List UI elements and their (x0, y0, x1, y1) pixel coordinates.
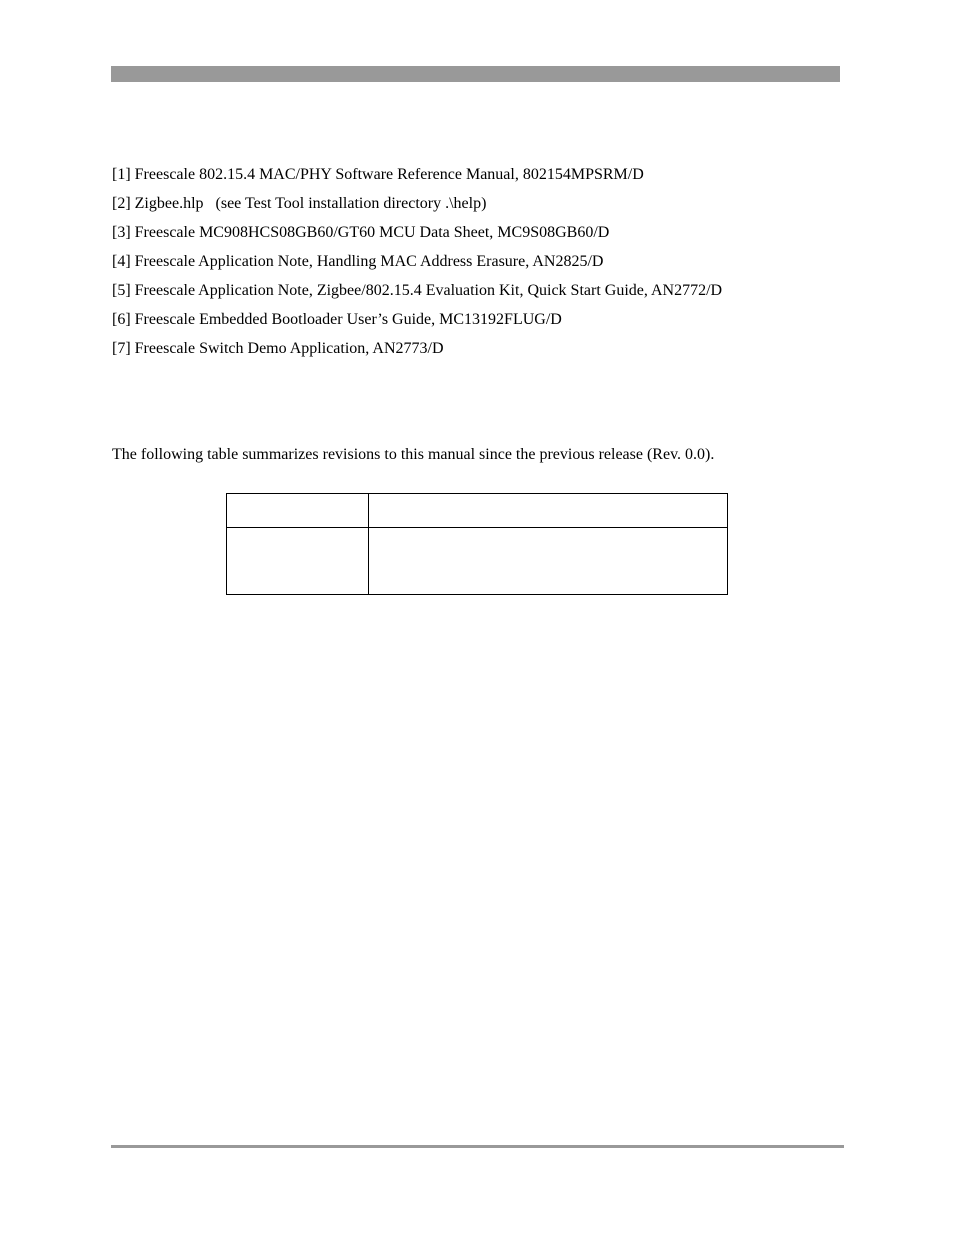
reference-item: [6] Freescale Embedded Bootloader User’s Guide, MC13192FLUG/D (112, 311, 562, 328)
revision-table (226, 493, 728, 595)
table-cell (369, 528, 728, 595)
reference-item: [7] Freescale Switch Demo Application, AN2773/D (112, 340, 444, 357)
reference-item: [3] Freescale MC908HCS08GB60/GT60 MCU Data Sheet, MC9S08GB60/D (112, 224, 610, 241)
reference-item: [2] Zigbee.hlp (see Test Tool installation directory .\help) (112, 195, 487, 212)
header-bar (111, 66, 840, 82)
reference-item: [1] Freescale 802.15.4 MAC/PHY Software Reference Manual, 802154MPSRM/D (112, 166, 644, 183)
revision-intro-text: The following table summarizes revisions to this manual since the previous release (Rev. 0.0). (112, 446, 715, 463)
table-cell (227, 494, 369, 528)
table-row (227, 528, 728, 595)
table-row (227, 494, 728, 528)
footer-rule (111, 1145, 844, 1148)
table-cell (369, 494, 728, 528)
reference-item: [5] Freescale Application Note, Zigbee/802.15.4 Evaluation Kit, Quick Start Guide, AN2772/D (112, 282, 723, 299)
reference-item: [4] Freescale Application Note, Handling MAC Address Erasure, AN2825/D (112, 253, 604, 270)
reference-list (112, 160, 722, 363)
table-cell (227, 528, 369, 595)
